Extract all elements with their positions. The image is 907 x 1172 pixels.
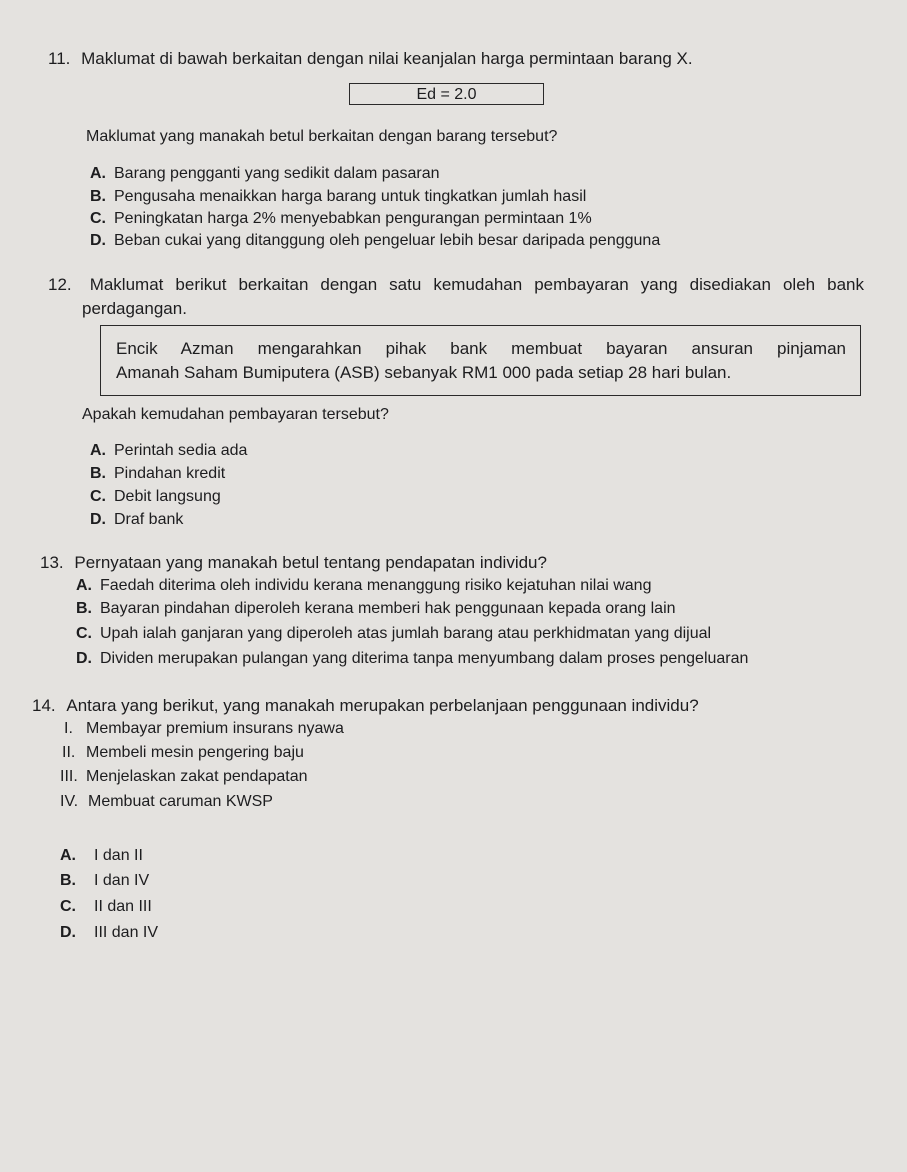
option-letter: A. bbox=[90, 165, 106, 182]
statement-roman: IV. bbox=[60, 793, 79, 810]
option-text: Pindahan kredit bbox=[114, 465, 226, 482]
statement-4 bbox=[60, 792, 273, 812]
question-11-number: 11. bbox=[48, 49, 71, 68]
option-letter: A. bbox=[76, 577, 92, 594]
option-12-b[interactable] bbox=[90, 464, 225, 484]
option-letter: C. bbox=[90, 210, 106, 227]
option-11-c[interactable] bbox=[90, 209, 592, 229]
question-11-stem bbox=[48, 48, 693, 70]
option-text: Pengusaha menaikkan harga barang untuk tingkatkan jumlah hasil bbox=[114, 188, 587, 205]
statement-roman: I. bbox=[64, 720, 73, 737]
question-13-stem bbox=[40, 552, 547, 574]
option-text: Beban cukai yang ditanggung oleh pengeluar lebih besar daripada pengguna bbox=[114, 232, 661, 249]
option-letter: D. bbox=[76, 650, 92, 667]
option-text: III dan IV bbox=[94, 924, 159, 941]
question-14-number: 14. bbox=[32, 696, 56, 715]
option-letter: A. bbox=[60, 847, 76, 864]
question-14-stem-text: Antara yang berikut, yang manakah merupakan perbelanjaan penggunaan individu? bbox=[66, 696, 699, 715]
question-12-stem-line-2: perdagangan. bbox=[82, 299, 187, 318]
option-14-a[interactable] bbox=[60, 846, 143, 866]
question-12-stem-line-1 bbox=[48, 274, 864, 296]
option-text: II dan III bbox=[94, 898, 152, 915]
option-text: I dan II bbox=[94, 847, 143, 864]
statement-roman: II. bbox=[62, 744, 76, 761]
option-letter: C. bbox=[60, 898, 76, 915]
question-12-stem-text: Maklumat berikut berkaitan dengan satu kemudahan pembayaran yang disediakan oleh bank bbox=[89, 275, 865, 294]
option-letter: D. bbox=[60, 924, 76, 941]
option-11-a[interactable] bbox=[90, 164, 440, 184]
option-text: Barang pengganti yang sedikit dalam pasaran bbox=[114, 165, 440, 182]
statement-roman: III. bbox=[60, 768, 78, 785]
option-text: Draf bank bbox=[114, 511, 184, 528]
question-13-number: 13. bbox=[40, 553, 64, 572]
scenario-line-2: Amanah Saham Bumiputera (ASB) sebanyak RM1 000 pada setiap 28 hari bulan. bbox=[116, 363, 732, 382]
option-12-c[interactable] bbox=[90, 487, 221, 507]
option-text: Dividen merupakan pulangan yang diterima tanpa menyumbang dalam proses pengeluaran bbox=[100, 650, 749, 667]
option-letter: B. bbox=[76, 600, 92, 617]
statement-text: Membeli mesin pengering baju bbox=[86, 744, 304, 761]
scenario-line-1: Encik Azman mengarahkan pihak bank membuat bayaran ansuran pinjaman bbox=[116, 339, 846, 358]
question-11-stem-text: Maklumat di bawah berkaitan dengan nilai keanjalan harga permintaan barang X. bbox=[81, 49, 693, 68]
question-13-stem-text: Pernyataan yang manakah betul tentang pendapatan individu? bbox=[74, 553, 547, 572]
option-letter: B. bbox=[60, 872, 76, 889]
option-text: Bayaran pindahan diperoleh kerana memberi hak penggunaan kepada orang lain bbox=[100, 600, 676, 617]
option-letter: B. bbox=[90, 465, 106, 482]
option-14-c[interactable] bbox=[60, 897, 152, 917]
statement-text: Membayar premium insurans nyawa bbox=[86, 720, 344, 737]
question-12-question: Apakah kemudahan pembayaran tersebut? bbox=[82, 406, 389, 423]
option-letter: C. bbox=[90, 488, 106, 505]
option-11-d[interactable] bbox=[90, 231, 660, 251]
option-13-a[interactable] bbox=[76, 576, 651, 596]
option-letter: A. bbox=[90, 442, 106, 459]
option-12-a[interactable] bbox=[90, 441, 247, 461]
statement-text: Menjelaskan zakat pendapatan bbox=[86, 768, 308, 785]
option-12-d[interactable] bbox=[90, 510, 183, 530]
statement-3 bbox=[60, 767, 308, 787]
option-13-c[interactable] bbox=[76, 624, 711, 644]
option-letter: D. bbox=[90, 232, 106, 249]
option-text: Peningkatan harga 2% menyebabkan pengurangan permintaan 1% bbox=[114, 210, 592, 227]
option-text: I dan IV bbox=[94, 872, 150, 889]
statement-1 bbox=[64, 719, 344, 739]
question-14-stem bbox=[32, 695, 699, 717]
option-letter: D. bbox=[90, 511, 106, 528]
option-14-b[interactable] bbox=[60, 871, 149, 891]
option-text: Debit langsung bbox=[114, 488, 221, 505]
question-11-question: Maklumat yang manakah betul berkaitan dengan barang tersebut? bbox=[86, 128, 558, 145]
statement-2 bbox=[62, 743, 304, 763]
option-13-d[interactable] bbox=[76, 649, 748, 669]
option-text: Perintah sedia ada bbox=[114, 442, 248, 459]
option-text: Faedah diterima oleh individu kerana menanggung risiko kejatuhan nilai wang bbox=[100, 577, 652, 594]
option-letter: B. bbox=[90, 188, 106, 205]
option-letter: C. bbox=[76, 625, 92, 642]
option-13-b[interactable] bbox=[76, 599, 676, 619]
option-14-d[interactable] bbox=[60, 923, 158, 943]
question-12-number: 12. bbox=[48, 275, 72, 294]
scenario-box bbox=[100, 325, 861, 396]
option-11-b[interactable] bbox=[90, 187, 586, 207]
elasticity-formula-box: Ed = 2.0 bbox=[349, 83, 544, 105]
statement-text: Membuat caruman KWSP bbox=[88, 793, 273, 810]
option-text: Upah ialah ganjaran yang diperoleh atas jumlah barang atau perkhidmatan yang dijual bbox=[100, 625, 712, 642]
